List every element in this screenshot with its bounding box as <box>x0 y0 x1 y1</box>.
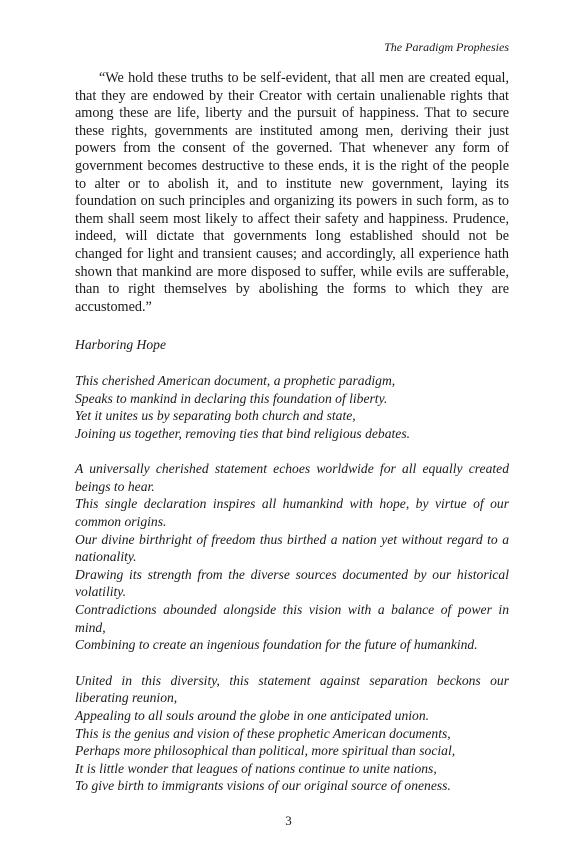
poem-line: To give birth to immigrants visions of our original source of oneness. <box>75 778 451 794</box>
running-head: The Paradigm Prophesies <box>384 40 509 54</box>
poem-line: Yet it unites us by separating both church and state, <box>75 408 356 424</box>
poem-line: Joining us together, removing ties that bind religious debates. <box>75 425 411 441</box>
poem-line: It is little wonder that leagues of nations continue to unite nations, <box>75 760 437 776</box>
poem-stanza-2 <box>75 460 509 654</box>
poem-line: Appealing to all souls around the globe in one anticipated union. <box>75 708 430 723</box>
poem-line: A universally cherished statement echoes worldwide for all equally created beings to hear. <box>75 461 509 494</box>
poem-line: This single declaration inspires all humankind with hope, by virtue of our common origins. <box>75 496 509 530</box>
declaration-quote: “We hold these truths to be self-evident, that all men are created equal, that they are endowed by their Creator with certain unalienable rights that among these are life, liberty and the pursuit of happiness. That to secure these rights, governments are instituted among men, deriving their just powers from the consent of the governed. That whenever any form of government becomes destructive to these ends, it is the right of the people to alter or to abolish it, and to institute new government, laying its foundation on such principles and organizing its powers in such form, as to them shall seem most likely to affect their safety and happiness. Prudence, indeed, will dictate that governments long established should not be changed for light and transient causes; and accordingly, all experience hath shown that mankind are more disposed to suffer, while evils are sufferable, than to right themselves by abolishing the forms to which they are accustomed.” <box>75 70 509 315</box>
poem-line: Our divine birthright of freedom thus birthed a nation yet without regard to a nationality. <box>75 531 509 565</box>
poem-line: Perhaps more philosophical than political, more spiritual than social, <box>75 743 456 759</box>
page-number: 3 <box>285 813 292 828</box>
poem-title: Harboring Hope <box>75 337 167 353</box>
poem-line: Drawing its strength from the diverse sources documented by our historical volatility. <box>75 566 509 600</box>
page-body <box>75 70 509 795</box>
poem-line: This cherished American document, a prophetic paradigm, <box>75 372 396 388</box>
poem-stanza-3 <box>75 672 509 795</box>
poem-line: Combining to create an ingenious foundation for the future of humankind. <box>75 637 478 653</box>
poem-line: This is the genius and vision of these prophetic American documents, <box>75 725 451 741</box>
poem-line: Contradictions abounded alongside this vision with a balance of power in mind, <box>75 602 509 635</box>
poem-line: United in this diversity, this statement against separation beckons our liberating reunion, <box>75 672 509 706</box>
poem-stanza-1 <box>75 372 509 442</box>
poem-line: Speaks to mankind in declaring this foundation of liberty. <box>75 390 388 406</box>
